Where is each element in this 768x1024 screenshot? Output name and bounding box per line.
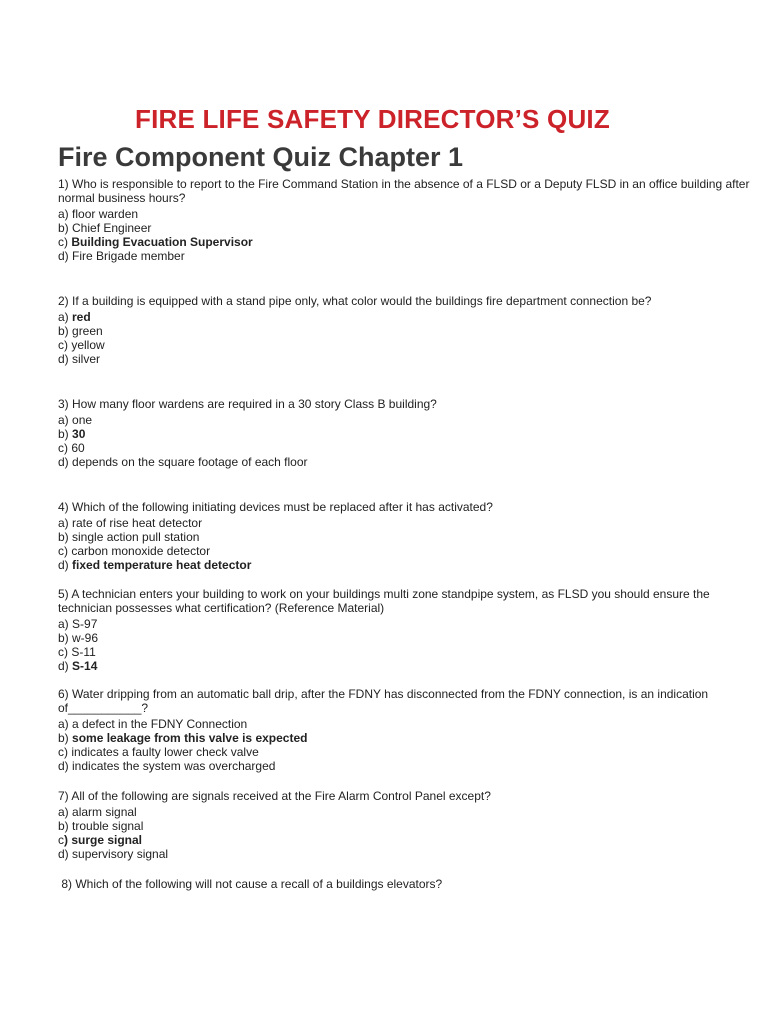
- question-text: 1) Who is responsible to report to the Fire Command Station in the absence of a FLSD or a Deputy FLSD in an office building after normal business hours?: [58, 177, 753, 205]
- option-text: alarm signal: [72, 805, 137, 819]
- answer-option: [58, 324, 766, 338]
- option-prefix: c): [58, 645, 72, 659]
- option-prefix: d): [58, 249, 73, 263]
- option-prefix: b): [58, 221, 73, 235]
- answer-option: [58, 530, 766, 544]
- answer-option: [58, 441, 766, 455]
- answer-option: [58, 805, 766, 819]
- question-text: 7) All of the following are signals received at the Fire Alarm Control Panel except?: [58, 789, 491, 803]
- option-text: Fire Brigade member: [72, 249, 185, 263]
- option-prefix: a): [58, 413, 73, 427]
- option-text: carbon monoxide detector: [71, 544, 211, 558]
- option-prefix: b): [58, 631, 73, 645]
- option-text: yellow: [71, 338, 105, 352]
- answer-option: [58, 631, 766, 645]
- correct-answer-text: 30: [72, 427, 86, 441]
- correct-answer-text: ) surge signal: [64, 833, 143, 847]
- question-2: [58, 294, 766, 366]
- answer-option: [58, 413, 766, 427]
- option-prefix: c): [58, 338, 72, 352]
- option-text: single action pull station: [72, 530, 200, 544]
- answer-option: [58, 516, 766, 530]
- option-text: a defect in the FDNY Connection: [72, 717, 248, 731]
- option-text: trouble signal: [72, 819, 144, 833]
- question-text: 2) If a building is equipped with a stand pipe only, what color would the buildings fire department connection be?: [58, 294, 652, 308]
- option-prefix: b): [58, 731, 73, 745]
- question-3: [58, 397, 766, 469]
- option-text: indicates the system was overcharged: [72, 759, 276, 773]
- option-prefix: d): [58, 759, 73, 773]
- option-prefix: a): [58, 207, 73, 221]
- option-prefix: d): [58, 847, 73, 861]
- answer-option: [58, 617, 766, 631]
- option-text: 60: [71, 441, 85, 455]
- answer-option: [58, 235, 766, 249]
- option-prefix: d): [58, 455, 73, 469]
- question-text: 5) A technician enters your building to work on your buildings multi zone standpipe system, as FLSD you should ensure the technician possesses what certification? (Reference Material): [58, 587, 714, 615]
- question-6: [58, 687, 766, 773]
- answer-option: [58, 221, 766, 235]
- answer-option: [58, 310, 766, 324]
- answer-option: [58, 759, 766, 773]
- option-prefix: c): [58, 544, 72, 558]
- option-prefix: a): [58, 310, 73, 324]
- answer-option: [58, 731, 766, 745]
- question-text: 6) Water dripping from an automatic ball drip, after the FDNY has disconnected from the FDNY connection, is an indication of___________?: [58, 687, 712, 715]
- option-text: one: [72, 413, 93, 427]
- answer-option: [58, 338, 766, 352]
- answer-option: [58, 717, 766, 731]
- option-text: S-11: [71, 645, 96, 659]
- answer-option: [58, 455, 766, 469]
- answer-option: [58, 207, 766, 221]
- answer-option: [58, 659, 766, 673]
- option-text: silver: [72, 352, 101, 366]
- answer-option: [58, 558, 766, 572]
- correct-answer-text: some leakage from this valve is expected: [72, 731, 308, 745]
- option-text: w-96: [72, 631, 99, 645]
- option-prefix: c: [58, 833, 64, 847]
- answer-option: [58, 352, 766, 366]
- correct-answer-text: red: [72, 310, 91, 324]
- correct-answer-text: S-14: [72, 659, 98, 673]
- question-1: [58, 177, 766, 263]
- answer-option: [58, 833, 766, 847]
- answer-option: [58, 745, 766, 759]
- option-prefix: c): [58, 235, 72, 249]
- answer-option: [58, 847, 766, 861]
- option-prefix: b): [58, 324, 73, 338]
- option-prefix: d): [58, 558, 73, 572]
- option-prefix: a): [58, 516, 73, 530]
- question-8: [58, 877, 766, 893]
- chapter-title: Fire Component Quiz Chapter 1: [58, 142, 464, 172]
- question-4: [58, 500, 766, 572]
- correct-answer-text: Building Evacuation Supervisor: [71, 235, 253, 249]
- option-text: Chief Engineer: [72, 221, 152, 235]
- option-prefix: b): [58, 427, 73, 441]
- option-text: S-97: [72, 617, 98, 631]
- option-text: supervisory signal: [72, 847, 169, 861]
- option-text: depends on the square footage of each floor: [72, 455, 308, 469]
- answer-option: [58, 645, 766, 659]
- answer-option: [58, 427, 766, 441]
- option-prefix: a): [58, 717, 73, 731]
- option-text: floor warden: [72, 207, 139, 221]
- option-prefix: d): [58, 659, 73, 673]
- option-prefix: a): [58, 617, 73, 631]
- option-prefix: d): [58, 352, 73, 366]
- document-title: FIRE LIFE SAFETY DIRECTOR’S QUIZ: [135, 104, 610, 134]
- option-text: indicates a faulty lower check valve: [71, 745, 259, 759]
- question-7: [58, 789, 766, 861]
- question-text: 4) Which of the following initiating devices must be replaced after it has activated?: [58, 500, 493, 514]
- answer-option: [58, 544, 766, 558]
- answer-option: [58, 819, 766, 833]
- option-prefix: a): [58, 805, 73, 819]
- answer-option: [58, 249, 766, 263]
- option-prefix: b): [58, 819, 73, 833]
- option-prefix: b): [58, 530, 73, 544]
- correct-answer-text: fixed temperature heat detector: [72, 558, 252, 572]
- option-text: green: [72, 324, 103, 338]
- option-prefix: c): [58, 441, 72, 455]
- question-5: [58, 587, 766, 673]
- question-text: 3) How many floor wardens are required in a 30 story Class B building?: [58, 397, 437, 411]
- option-prefix: c): [58, 745, 72, 759]
- question-text: 8) Which of the following will not cause a recall of a buildings elevators?: [58, 877, 443, 891]
- option-text: rate of rise heat detector: [72, 516, 203, 530]
